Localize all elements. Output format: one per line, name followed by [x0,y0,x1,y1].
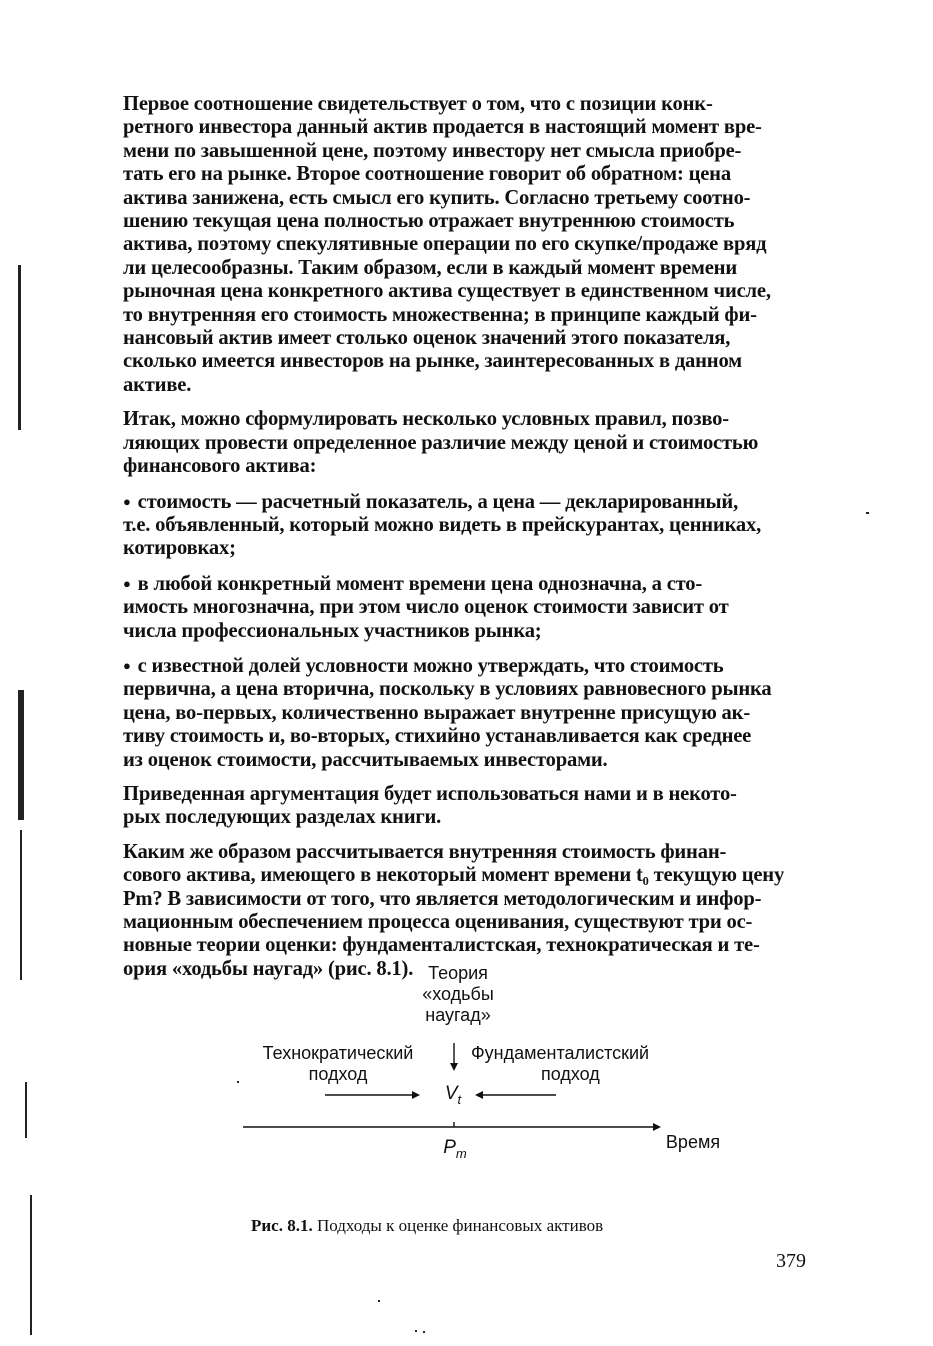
text-line: актива занижена, есть смысл его купить. Согласно третьему соотно- [123,186,751,209]
text-line: ● с известной долей условности можно утверждать, что стоимость [123,654,724,677]
text-line: активе. [123,373,192,396]
text-line: рыночная цена конкретного актива существует в единственном числе, [123,280,771,303]
figure-caption [251,1216,603,1236]
text-line: ретного инвестора данный актив продается в настоящий момент вре- [123,116,762,139]
scan-margin-mark [18,265,21,430]
scan-margin-mark [18,690,24,820]
text-line: Pm? В зависимости от того, что является методологическим и инфор- [123,887,762,910]
page-number: 379 [776,1250,806,1272]
text-line: новные теории оценки: фундаменталистская, технократическая и те- [123,934,760,957]
time-axis-arrow-head [653,1123,661,1131]
market-price-symbol: $P_m$ [443,1137,467,1161]
text-line: тать его на рынке. Второе соотношение говорит об обратном: цена [123,163,731,186]
caption-number: Рис. 8.1. [251,1216,313,1235]
text-line: т.е. объявленный, который можно видеть в прейскурантах, ценниках, [123,513,762,536]
paragraph-2 [123,408,813,478]
fundamentalist-approach-label: Фундаменталистский подход [471,1043,650,1084]
text-line: ли целесообразны. Таким образом, если в каждый момент времени [123,256,738,279]
scan-speck [866,512,869,514]
text-line: первична, а цена вторична, поскольку в условиях равновесного рынка [123,678,772,701]
scan-margin-mark [20,830,22,980]
bullet-item-2 [123,572,813,643]
scan-speck [237,1081,239,1083]
text-line: нансовый актив имеет столько оценок значений этого показателя, [123,327,731,350]
bullet-icon: ● [123,493,131,509]
text-line: Первое соотношение свидетельствует о том, что с позиции конк- [123,93,713,115]
right-arrow-head [412,1091,420,1099]
paragraph-3 [123,783,813,830]
figure-approaches-diagram [233,955,733,1175]
bullet-item-3 [123,654,813,772]
random-walk-theory-label: Теория «ходьбы наугад» [422,963,494,1025]
text-line: Каким же образом рассчитывается внутренняя стоимость финан- [123,840,727,863]
scan-speck [378,1300,380,1302]
text-line: сового актива, имеющего в некоторый момент времени t₀ текущую цену [123,864,785,887]
text-line: Приведенная аргументация будет использоваться нами и в некото- [123,782,737,805]
down-arrow-head [450,1063,458,1071]
text-line: Итак, можно сформулировать несколько условных правил, позво- [123,408,729,431]
scan-speck [423,1331,425,1333]
text-line: актива, поэтому спекулятивные операции по его скупке/продаже вряд [123,233,767,256]
text-line: из оценок стоимости, рассчитываемых инвесторами. [123,748,608,771]
paragraph-1 [123,93,813,397]
text-line: сколько имеется инвесторов на рынке, заинтересованных в данном [123,350,742,373]
bullet-item-1 [123,490,813,561]
text-line: ория «ходьбы наугад» (рис. 8.1). [123,957,414,980]
text-line: имость многозначна, при этом число оценок стоимости зависит от [123,596,729,619]
text-line: цена, во-первых, количественно выражает внутренне присущую ак- [123,701,750,724]
text-line: рых последующих разделах книги. [123,806,442,829]
text-line: шению текущая цена полностью отражает внутреннюю стоимость [123,210,735,233]
bullet-icon: ● [123,657,131,673]
text-line: ● стоимость — расчетный показатель, а цена — декларированный, [123,490,739,513]
scan-speck [415,1330,417,1332]
caption-text: Подходы к оценке финансовых активов [316,1216,604,1235]
text-line: числа профессиональных участников рынка; [123,619,542,642]
intrinsic-value-symbol: $V_t$ [444,1083,462,1107]
scan-margin-mark [30,1195,32,1335]
text-line: ляющих провести определенное различие между ценой и стоимостью [123,431,759,454]
text-line: мени по завышенной цене, поэтому инвестору нет смысла приобре- [123,139,742,162]
time-axis-label: Время [665,1132,721,1152]
bullet-icon: ● [123,575,131,591]
text-line: мационным обеспечением процесса оценивания, существуют три ос- [123,911,753,933]
text-line: то внутренняя его стоимость множественна; в принципе каждый фи- [123,303,757,326]
text-line: финансового актива: [123,455,317,478]
technocratic-approach-label: Технократический подход [262,1043,414,1084]
left-arrow-head [475,1091,483,1099]
text-line: тиву стоимость и, во-вторых, стихийно устанавливается как среднее [123,725,752,748]
body-text [123,93,813,981]
text-line: ● в любой конкретный момент времени цена однозначна, а сто- [123,572,703,595]
scan-margin-mark [25,1082,27,1138]
text-line: котировках; [123,537,236,560]
